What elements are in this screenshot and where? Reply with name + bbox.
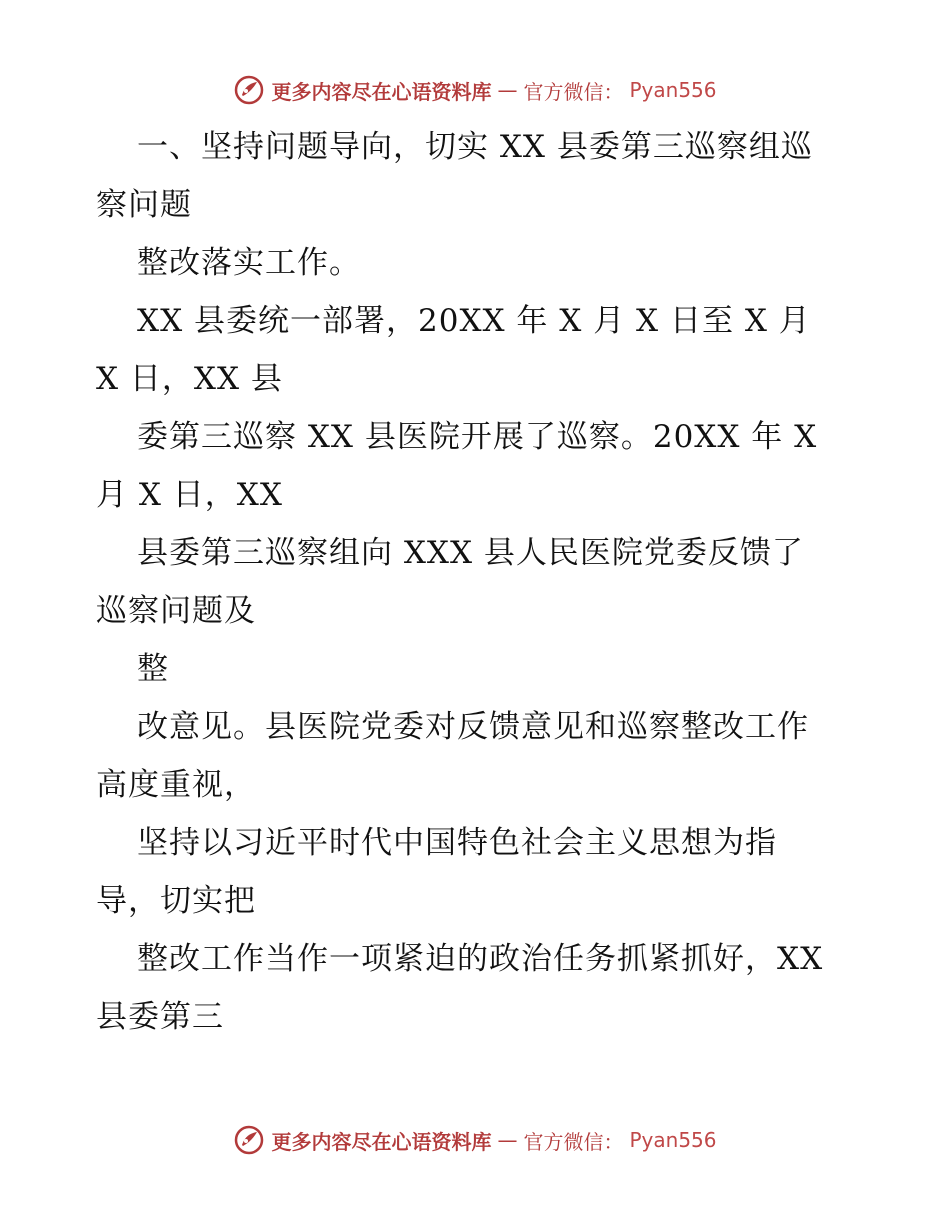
body-line: 高度重视，	[96, 767, 256, 803]
body-line: 一、坚持问题导向，切实 XX 县委第三巡察组巡	[137, 129, 813, 165]
body-line: 整改工作当作一项紧迫的政治任务抓紧抓好，XX	[137, 941, 824, 977]
banner-brand: 更多内容尽在心语资料库	[271, 1129, 492, 1154]
footer-banner	[0, 1124, 950, 1156]
banner-separator: —	[497, 78, 518, 102]
body-line: XX 县委统一部署，20XX 年 X 月 X 日至 X 月	[137, 303, 811, 339]
banner-contact-label: 官方微信：	[523, 79, 624, 104]
banner-separator: —	[497, 1128, 518, 1152]
header-banner	[0, 74, 950, 106]
banner-contact-label: 官方微信：	[523, 1129, 624, 1154]
banner-handle: Pyan556	[629, 78, 717, 102]
body-line: 导，切实把	[96, 883, 256, 919]
body-line: 坚持以习近平时代中国特色社会主义思想为指	[137, 825, 777, 861]
banner-handle: Pyan556	[629, 1128, 717, 1152]
logo-icon	[233, 1124, 265, 1156]
body-line: 月 X 日，XX	[96, 477, 283, 513]
body-line: 巡察问题及	[96, 593, 256, 629]
body-line: 县委第三	[96, 999, 224, 1035]
body-line: 委第三巡察 XX 县医院开展了巡察。20XX 年 X	[137, 419, 818, 455]
body-line: 整改落实工作。	[137, 245, 361, 281]
banner-brand: 更多内容尽在心语资料库	[271, 79, 492, 104]
document-body	[96, 118, 856, 1046]
body-line: 察问题	[96, 187, 192, 223]
body-line: X 日，XX 县	[96, 361, 283, 397]
body-line: 县委第三巡察组向 XXX 县人民医院党委反馈了	[137, 535, 804, 571]
body-line: 改意见。县医院党委对反馈意见和巡察整改工作	[137, 709, 809, 745]
body-line: 整	[137, 651, 169, 687]
logo-icon	[233, 74, 265, 106]
